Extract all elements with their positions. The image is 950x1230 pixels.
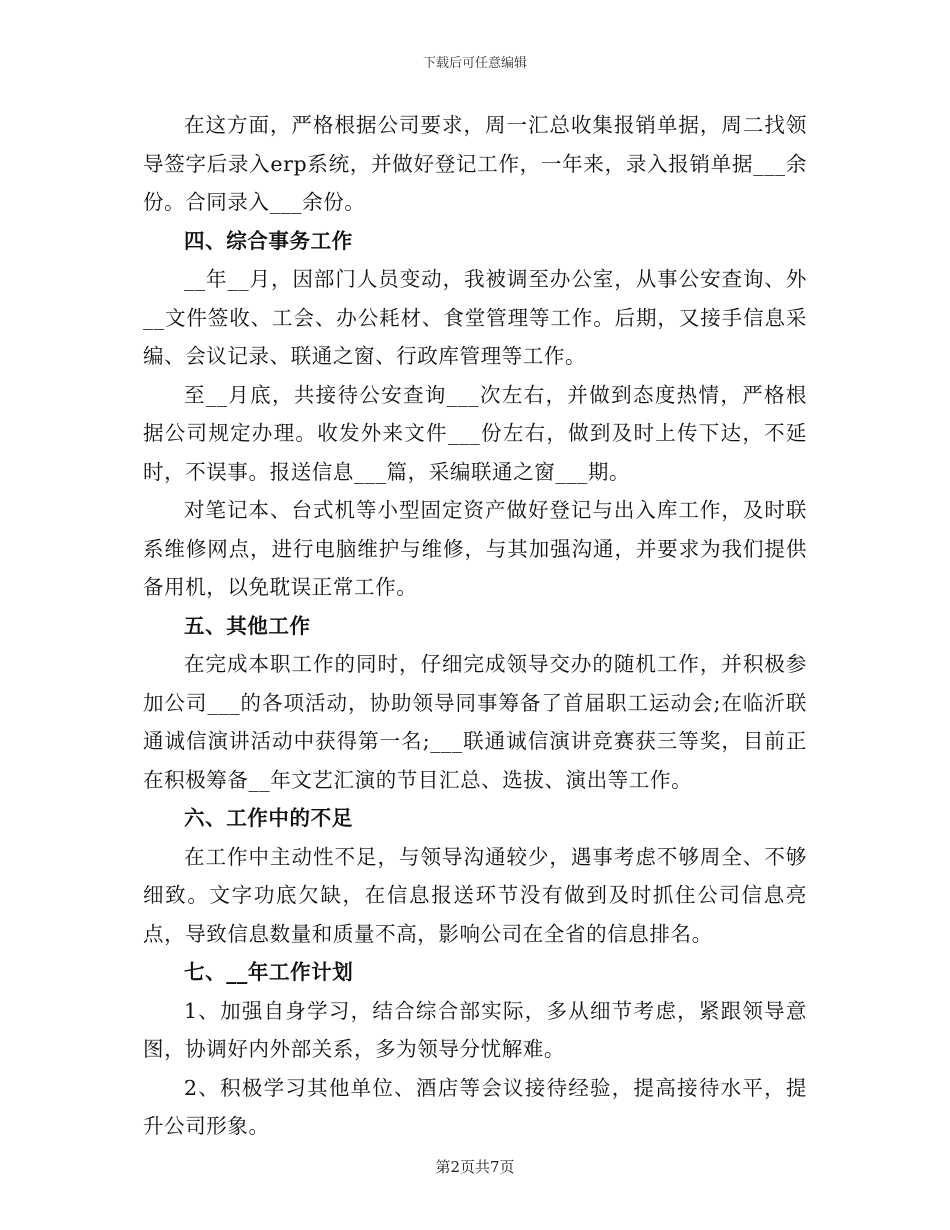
page-number: 第2页共7页 — [435, 1158, 515, 1176]
section-heading-general-affairs: 四、综合事务工作 — [184, 228, 353, 253]
paragraph-plan-item-1: 1、加强自身学习，结合综合部实际，多从细节考虑，紧跟领导意图，协调好内外部关系，多为领导分忧解难。 — [143, 998, 807, 1061]
document-body — [143, 106, 807, 1146]
paragraph-shortcomings: 在工作中主动性不足，与领导沟通较少，遇事考虑不够周全、不够细致。文字功底欠缺，在信息报送环节没有做到及时抓住公司信息亮点，导致信息数量和质量不高，影响公司在全省的信息排名。 — [143, 844, 807, 946]
paragraph-transfer: __年__月，因部门人员变动，我被调至办公室，从事公安查询、外__文件签收、工会、办公耗材、食堂管理等工作。后期，又接手信息采编、会议记录、联通之窗、行政库管理等工作。 — [143, 267, 807, 368]
paragraph-reception-stats: 至__月底，共接待公安查询___次左右，并做到态度热情，严格根据公司规定办理。收发外来文件___份左右，做到及时上传下达，不延时，不误事。报送信息___篇，采编联通之窗___期。 — [143, 382, 807, 484]
section-heading-other-work: 五、其他工作 — [184, 613, 311, 638]
section-heading-work-plan: 七、__年工作计划 — [184, 960, 354, 984]
paragraph-activities: 在完成本职工作的同时，仔细完成领导交办的随机工作，并积极参加公司___的各项活动，协助领导同事筹备了首届职工运动会;在临沂联通诚信演讲活动中获得第一名;___联通诚信演讲竞赛获三等奖，目前正在积极筹备__年文艺汇演的节目汇总、选拔、演出等工作。 — [143, 652, 807, 792]
paragraph-expense-entry: 在这方面，严格根据公司要求，周一汇总收集报销单据，周二找领导签字后录入erp系统，并做好登记工作，一年来，录入报销单据___余份。合同录入___余份。 — [143, 113, 807, 214]
page-header: 下载后可任意编辑 — [422, 56, 527, 71]
paragraph-asset-management: 对笔记本、台式机等小型固定资产做好登记与出入库工作，及时联系维修网点，进行电脑维护与维修，与其加强沟通，并要求为我们提供备用机，以免耽误正常工作。 — [143, 498, 807, 599]
section-heading-shortcomings: 六、工作中的不足 — [184, 806, 353, 830]
paragraph-plan-item-2: 2、积极学习其他单位、酒店等会议接待经验，提高接待水平，提升公司形象。 — [143, 1075, 807, 1138]
